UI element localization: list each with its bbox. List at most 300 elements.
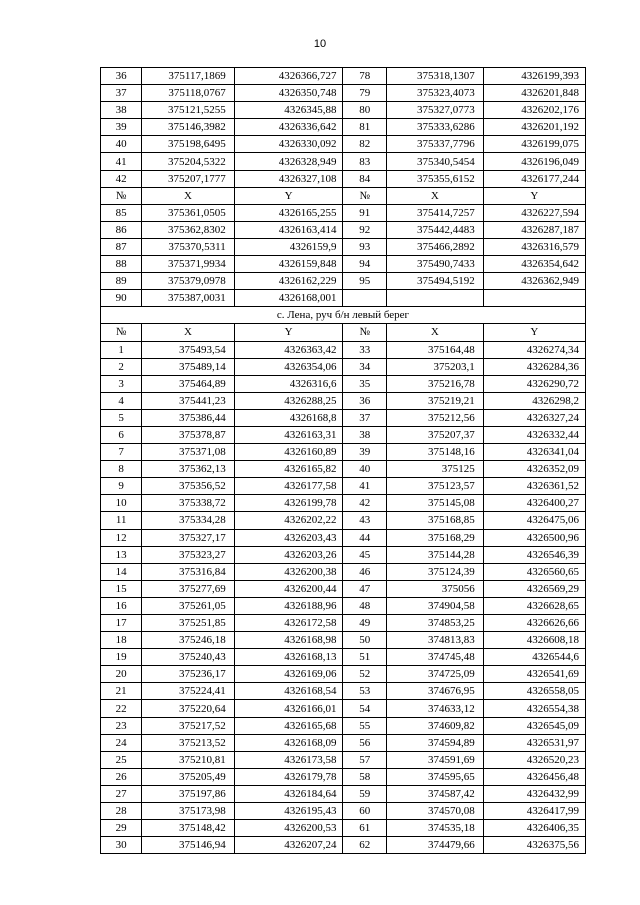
point-number-cell: 10 — [101, 495, 142, 512]
y-coordinate-cell: 4326290,72 — [483, 375, 585, 392]
x-coordinate-cell: 375203,1 — [386, 358, 483, 375]
point-number-cell: 13 — [101, 546, 142, 563]
point-number-cell: 40 — [343, 461, 386, 478]
table-row — [101, 153, 586, 170]
point-number-cell: 36 — [343, 392, 386, 409]
y-coordinate-cell: 4326345,88 — [234, 102, 343, 119]
table-header-row — [101, 187, 586, 204]
x-coordinate-cell: 375212,56 — [386, 409, 483, 426]
table-row — [101, 768, 586, 785]
point-number-cell: 26 — [101, 768, 142, 785]
table-row — [101, 136, 586, 153]
point-number-cell: 40 — [101, 136, 142, 153]
x-coordinate-cell: 375277,69 — [142, 580, 234, 597]
table-row — [101, 68, 586, 85]
point-number-cell: 89 — [101, 273, 142, 290]
x-coordinate-cell: 375464,89 — [142, 375, 234, 392]
y-coordinate-cell: 4326201,848 — [483, 85, 585, 102]
table-row — [101, 803, 586, 820]
point-number-cell: 9 — [101, 478, 142, 495]
y-coordinate-cell: 4326227,594 — [483, 204, 585, 221]
y-coordinate-cell: 4326327,24 — [483, 409, 585, 426]
y-coordinate-cell: 4326336,642 — [234, 119, 343, 136]
page-number: 10 — [313, 38, 327, 50]
x-coordinate-cell: 375361,0505 — [142, 204, 234, 221]
point-number-cell: 7 — [101, 444, 142, 461]
point-number-cell: 88 — [101, 256, 142, 273]
column-header-x: X — [142, 324, 234, 341]
y-coordinate-cell: 4326199,393 — [483, 68, 585, 85]
y-coordinate-cell: 4326298,2 — [483, 392, 585, 409]
table-row — [101, 580, 586, 597]
y-coordinate-cell: 4326196,049 — [483, 153, 585, 170]
x-coordinate-cell: 374535,18 — [386, 820, 483, 837]
y-coordinate-cell: 4326375,56 — [483, 837, 585, 854]
y-coordinate-cell: 4326202,176 — [483, 102, 585, 119]
table-row — [101, 119, 586, 136]
x-coordinate-cell: 375337,7796 — [386, 136, 483, 153]
y-coordinate-cell: 4326168,001 — [234, 290, 343, 307]
table-row — [101, 170, 586, 187]
point-number-cell: 60 — [343, 803, 386, 820]
point-number-cell: 90 — [101, 290, 142, 307]
y-coordinate-cell: 4326168,13 — [234, 649, 343, 666]
point-number-cell: 41 — [343, 478, 386, 495]
point-number-cell: 11 — [101, 512, 142, 529]
y-coordinate-cell: 4326168,98 — [234, 632, 343, 649]
x-coordinate-cell: 375117,1869 — [142, 68, 234, 85]
table-row — [101, 683, 586, 700]
x-coordinate-cell: 375056 — [386, 580, 483, 597]
table-row — [101, 666, 586, 683]
y-coordinate-cell: 4326159,848 — [234, 256, 343, 273]
table-row — [101, 461, 586, 478]
point-number-cell: 43 — [343, 512, 386, 529]
table-row — [101, 238, 586, 255]
y-coordinate-cell: 4326545,09 — [483, 717, 585, 734]
point-number-cell: 46 — [343, 563, 386, 580]
x-coordinate-cell: 375362,8302 — [142, 221, 234, 238]
x-coordinate-cell: 375217,52 — [142, 717, 234, 734]
table-row — [101, 751, 586, 768]
point-number-cell: 16 — [101, 597, 142, 614]
point-number-cell: 5 — [101, 409, 142, 426]
point-number-cell: 37 — [101, 85, 142, 102]
x-coordinate-cell: 375168,85 — [386, 512, 483, 529]
x-coordinate-cell: 375490,7433 — [386, 256, 483, 273]
table-row — [101, 820, 586, 837]
coordinates-table — [100, 67, 586, 854]
x-coordinate-cell: 375334,28 — [142, 512, 234, 529]
table-row — [101, 717, 586, 734]
x-coordinate-cell — [386, 290, 483, 307]
section-title-row — [101, 307, 586, 324]
y-coordinate-cell: 4326288,25 — [234, 392, 343, 409]
y-coordinate-cell: 4326362,949 — [483, 273, 585, 290]
x-coordinate-cell: 375371,9934 — [142, 256, 234, 273]
x-coordinate-cell: 374594,89 — [386, 734, 483, 751]
x-coordinate-cell: 375148,42 — [142, 820, 234, 837]
x-coordinate-cell: 374570,08 — [386, 803, 483, 820]
x-coordinate-cell: 375204,5322 — [142, 153, 234, 170]
x-coordinate-cell: 375494,5192 — [386, 273, 483, 290]
y-coordinate-cell: 4326166,01 — [234, 700, 343, 717]
point-number-cell: 21 — [101, 683, 142, 700]
point-number-cell: 29 — [101, 820, 142, 837]
x-coordinate-cell: 375236,17 — [142, 666, 234, 683]
x-coordinate-cell: 375261,05 — [142, 597, 234, 614]
x-coordinate-cell: 375216,78 — [386, 375, 483, 392]
x-coordinate-cell: 374633,12 — [386, 700, 483, 717]
table-row — [101, 837, 586, 854]
point-number-cell: 48 — [343, 597, 386, 614]
x-coordinate-cell: 375146,94 — [142, 837, 234, 854]
point-number-cell: 84 — [343, 170, 386, 187]
point-number-cell: 94 — [343, 256, 386, 273]
y-coordinate-cell: 4326366,727 — [234, 68, 343, 85]
x-coordinate-cell: 375338,72 — [142, 495, 234, 512]
table-row — [101, 273, 586, 290]
point-number-cell: 54 — [343, 700, 386, 717]
table-row — [101, 649, 586, 666]
point-number-cell: 19 — [101, 649, 142, 666]
y-coordinate-cell: 4326287,187 — [483, 221, 585, 238]
point-number-cell: 92 — [343, 221, 386, 238]
y-coordinate-cell: 4326159,9 — [234, 238, 343, 255]
x-coordinate-cell: 375493,54 — [142, 341, 234, 358]
y-coordinate-cell: 4326361,52 — [483, 478, 585, 495]
table-row — [101, 632, 586, 649]
point-number-cell: 1 — [101, 341, 142, 358]
x-coordinate-cell: 375327,17 — [142, 529, 234, 546]
column-header-num: № — [343, 324, 386, 341]
x-coordinate-cell: 375198,6495 — [142, 136, 234, 153]
x-coordinate-cell: 375148,16 — [386, 444, 483, 461]
x-coordinate-cell: 375123,57 — [386, 478, 483, 495]
point-number-cell: 95 — [343, 273, 386, 290]
point-number-cell: 12 — [101, 529, 142, 546]
y-coordinate-cell: 4326531,97 — [483, 734, 585, 751]
point-number-cell: 52 — [343, 666, 386, 683]
column-header-y: Y — [483, 324, 585, 341]
point-number-cell: 39 — [343, 444, 386, 461]
point-number-cell: 47 — [343, 580, 386, 597]
y-coordinate-cell: 4326626,66 — [483, 615, 585, 632]
y-coordinate-cell: 4326406,35 — [483, 820, 585, 837]
point-number-cell: 30 — [101, 837, 142, 854]
y-coordinate-cell: 4326432,99 — [483, 785, 585, 802]
point-number-cell: 57 — [343, 751, 386, 768]
y-coordinate-cell: 4326400,27 — [483, 495, 585, 512]
y-coordinate-cell: 4326417,99 — [483, 803, 585, 820]
point-number-cell: 59 — [343, 785, 386, 802]
point-number-cell: 27 — [101, 785, 142, 802]
x-coordinate-cell: 375387,0031 — [142, 290, 234, 307]
point-number-cell: 58 — [343, 768, 386, 785]
x-coordinate-cell: 375370,5311 — [142, 238, 234, 255]
y-coordinate-cell: 4326608,18 — [483, 632, 585, 649]
y-coordinate-cell: 4326165,255 — [234, 204, 343, 221]
x-coordinate-cell: 375442,4483 — [386, 221, 483, 238]
y-coordinate-cell: 4326173,58 — [234, 751, 343, 768]
table-row — [101, 392, 586, 409]
x-coordinate-cell: 375210,81 — [142, 751, 234, 768]
point-number-cell: 41 — [101, 153, 142, 170]
x-coordinate-cell: 375124,39 — [386, 563, 483, 580]
point-number-cell: 86 — [101, 221, 142, 238]
x-coordinate-cell: 375220,64 — [142, 700, 234, 717]
table-row — [101, 700, 586, 717]
y-coordinate-cell: 4326162,229 — [234, 273, 343, 290]
point-number-cell: 38 — [343, 426, 386, 443]
x-coordinate-cell: 375168,29 — [386, 529, 483, 546]
x-coordinate-cell: 374904,58 — [386, 597, 483, 614]
x-coordinate-cell: 375318,1307 — [386, 68, 483, 85]
table-row — [101, 204, 586, 221]
y-coordinate-cell: 4326202,22 — [234, 512, 343, 529]
point-number-cell: 23 — [101, 717, 142, 734]
point-number-cell: 34 — [343, 358, 386, 375]
x-coordinate-cell: 375197,86 — [142, 785, 234, 802]
point-number-cell: 18 — [101, 632, 142, 649]
x-coordinate-cell: 374676,95 — [386, 683, 483, 700]
column-header-y: Y — [234, 187, 343, 204]
column-header-y: Y — [483, 187, 585, 204]
y-coordinate-cell: 4326163,31 — [234, 426, 343, 443]
table-row — [101, 409, 586, 426]
y-coordinate-cell: 4326316,6 — [234, 375, 343, 392]
y-coordinate-cell: 4326165,68 — [234, 717, 343, 734]
point-number-cell: 24 — [101, 734, 142, 751]
y-coordinate-cell: 4326554,38 — [483, 700, 585, 717]
point-number-cell: 20 — [101, 666, 142, 683]
x-coordinate-cell: 374587,42 — [386, 785, 483, 802]
point-number-cell: 78 — [343, 68, 386, 85]
x-coordinate-cell: 375213,52 — [142, 734, 234, 751]
y-coordinate-cell: 4326177,244 — [483, 170, 585, 187]
section-title: с. Лена, руч б/н левый берег — [101, 307, 586, 324]
x-coordinate-cell: 374591,69 — [386, 751, 483, 768]
table-row — [101, 597, 586, 614]
x-coordinate-cell: 375118,0767 — [142, 85, 234, 102]
y-coordinate-cell: 4326199,78 — [234, 495, 343, 512]
x-coordinate-cell: 375340,5454 — [386, 153, 483, 170]
point-number-cell: 83 — [343, 153, 386, 170]
y-coordinate-cell: 4326184,64 — [234, 785, 343, 802]
y-coordinate-cell: 4326179,78 — [234, 768, 343, 785]
column-header-num: № — [343, 187, 386, 204]
y-coordinate-cell: 4326316,579 — [483, 238, 585, 255]
y-coordinate-cell: 4326520,23 — [483, 751, 585, 768]
x-coordinate-cell: 375207,37 — [386, 426, 483, 443]
table-row — [101, 615, 586, 632]
x-coordinate-cell: 375224,41 — [142, 683, 234, 700]
point-number-cell: 33 — [343, 341, 386, 358]
y-coordinate-cell: 4326546,39 — [483, 546, 585, 563]
table-row — [101, 375, 586, 392]
x-coordinate-cell: 375145,08 — [386, 495, 483, 512]
point-number-cell: 8 — [101, 461, 142, 478]
y-coordinate-cell: 4326195,43 — [234, 803, 343, 820]
y-coordinate-cell: 4326200,44 — [234, 580, 343, 597]
point-number-cell: 62 — [343, 837, 386, 854]
point-number-cell: 28 — [101, 803, 142, 820]
y-coordinate-cell: 4326200,53 — [234, 820, 343, 837]
y-coordinate-cell: 4326274,34 — [483, 341, 585, 358]
y-coordinate-cell: 4326456,48 — [483, 768, 585, 785]
point-number-cell: 80 — [343, 102, 386, 119]
y-coordinate-cell: 4326327,108 — [234, 170, 343, 187]
x-coordinate-cell: 375207,1777 — [142, 170, 234, 187]
point-number-cell: 42 — [343, 495, 386, 512]
point-number-cell: 38 — [101, 102, 142, 119]
x-coordinate-cell: 375327,0773 — [386, 102, 483, 119]
point-number-cell: 81 — [343, 119, 386, 136]
table-row — [101, 512, 586, 529]
column-header-x: X — [386, 324, 483, 341]
table-header-row — [101, 324, 586, 341]
y-coordinate-cell: 4326352,09 — [483, 461, 585, 478]
point-number-cell: 51 — [343, 649, 386, 666]
x-coordinate-cell: 375144,28 — [386, 546, 483, 563]
point-number-cell: 35 — [343, 375, 386, 392]
table-row — [101, 444, 586, 461]
y-coordinate-cell: 4326328,949 — [234, 153, 343, 170]
y-coordinate-cell: 4326160,89 — [234, 444, 343, 461]
x-coordinate-cell: 375489,14 — [142, 358, 234, 375]
x-coordinate-cell: 375371,08 — [142, 444, 234, 461]
x-coordinate-cell: 375466,2892 — [386, 238, 483, 255]
table-row — [101, 290, 586, 307]
x-coordinate-cell: 375356,52 — [142, 478, 234, 495]
x-coordinate-cell: 375378,87 — [142, 426, 234, 443]
table-row — [101, 426, 586, 443]
y-coordinate-cell: 4326199,075 — [483, 136, 585, 153]
x-coordinate-cell: 375323,4073 — [386, 85, 483, 102]
table-row — [101, 341, 586, 358]
y-coordinate-cell: 4326475,06 — [483, 512, 585, 529]
point-number-cell: 42 — [101, 170, 142, 187]
column-header-x: X — [142, 187, 234, 204]
point-number-cell: 3 — [101, 375, 142, 392]
x-coordinate-cell: 375164,48 — [386, 341, 483, 358]
x-coordinate-cell: 375219,21 — [386, 392, 483, 409]
table-row — [101, 478, 586, 495]
table-row — [101, 546, 586, 563]
y-coordinate-cell: 4326163,414 — [234, 221, 343, 238]
point-number-cell: 44 — [343, 529, 386, 546]
y-coordinate-cell: 4326203,43 — [234, 529, 343, 546]
point-number-cell: 82 — [343, 136, 386, 153]
y-coordinate-cell: 4326341,04 — [483, 444, 585, 461]
x-coordinate-cell: 375323,27 — [142, 546, 234, 563]
x-coordinate-cell: 375386,44 — [142, 409, 234, 426]
point-number-cell: 22 — [101, 700, 142, 717]
point-number-cell: 6 — [101, 426, 142, 443]
x-coordinate-cell: 374595,65 — [386, 768, 483, 785]
y-coordinate-cell: 4326169,06 — [234, 666, 343, 683]
point-number-cell: 4 — [101, 392, 142, 409]
point-number-cell — [343, 290, 386, 307]
point-number-cell: 53 — [343, 683, 386, 700]
table-row — [101, 785, 586, 802]
y-coordinate-cell: 4326560,65 — [483, 563, 585, 580]
table-row — [101, 734, 586, 751]
column-header-x: X — [386, 187, 483, 204]
x-coordinate-cell: 374609,82 — [386, 717, 483, 734]
y-coordinate-cell: 4326332,44 — [483, 426, 585, 443]
point-number-cell: 79 — [343, 85, 386, 102]
y-coordinate-cell: 4326330,092 — [234, 136, 343, 153]
y-coordinate-cell: 4326350,748 — [234, 85, 343, 102]
point-number-cell: 91 — [343, 204, 386, 221]
x-coordinate-cell: 375205,49 — [142, 768, 234, 785]
y-coordinate-cell: 4326203,26 — [234, 546, 343, 563]
x-coordinate-cell: 375240,43 — [142, 649, 234, 666]
x-coordinate-cell: 375362,13 — [142, 461, 234, 478]
column-header-y: Y — [234, 324, 343, 341]
point-number-cell: 56 — [343, 734, 386, 751]
point-number-cell: 37 — [343, 409, 386, 426]
point-number-cell: 2 — [101, 358, 142, 375]
table-row — [101, 102, 586, 119]
y-coordinate-cell: 4326558,05 — [483, 683, 585, 700]
y-coordinate-cell: 4326207,24 — [234, 837, 343, 854]
y-coordinate-cell: 4326168,8 — [234, 409, 343, 426]
point-number-cell: 87 — [101, 238, 142, 255]
y-coordinate-cell: 4326201,192 — [483, 119, 585, 136]
y-coordinate-cell: 4326363,42 — [234, 341, 343, 358]
x-coordinate-cell: 375125 — [386, 461, 483, 478]
x-coordinate-cell: 374745,48 — [386, 649, 483, 666]
table-row — [101, 529, 586, 546]
x-coordinate-cell: 374725,09 — [386, 666, 483, 683]
x-coordinate-cell: 375121,5255 — [142, 102, 234, 119]
table-row — [101, 495, 586, 512]
point-number-cell: 50 — [343, 632, 386, 649]
y-coordinate-cell — [483, 290, 585, 307]
point-number-cell: 93 — [343, 238, 386, 255]
y-coordinate-cell: 4326172,58 — [234, 615, 343, 632]
point-number-cell: 39 — [101, 119, 142, 136]
y-coordinate-cell: 4326500,96 — [483, 529, 585, 546]
point-number-cell: 14 — [101, 563, 142, 580]
column-header-num: № — [101, 324, 142, 341]
y-coordinate-cell: 4326200,38 — [234, 563, 343, 580]
y-coordinate-cell: 4326168,09 — [234, 734, 343, 751]
table-row — [101, 85, 586, 102]
y-coordinate-cell: 4326165,82 — [234, 461, 343, 478]
x-coordinate-cell: 375316,84 — [142, 563, 234, 580]
x-coordinate-cell: 375146,3982 — [142, 119, 234, 136]
column-header-num: № — [101, 187, 142, 204]
point-number-cell: 85 — [101, 204, 142, 221]
point-number-cell: 36 — [101, 68, 142, 85]
y-coordinate-cell: 4326628,65 — [483, 597, 585, 614]
x-coordinate-cell: 374813,83 — [386, 632, 483, 649]
x-coordinate-cell: 375246,18 — [142, 632, 234, 649]
point-number-cell: 49 — [343, 615, 386, 632]
x-coordinate-cell: 375251,85 — [142, 615, 234, 632]
x-coordinate-cell: 375379,0978 — [142, 273, 234, 290]
table-row — [101, 358, 586, 375]
y-coordinate-cell: 4326541,69 — [483, 666, 585, 683]
y-coordinate-cell: 4326544,6 — [483, 649, 585, 666]
y-coordinate-cell: 4326177,58 — [234, 478, 343, 495]
x-coordinate-cell: 375355,6152 — [386, 170, 483, 187]
point-number-cell: 17 — [101, 615, 142, 632]
y-coordinate-cell: 4326354,06 — [234, 358, 343, 375]
